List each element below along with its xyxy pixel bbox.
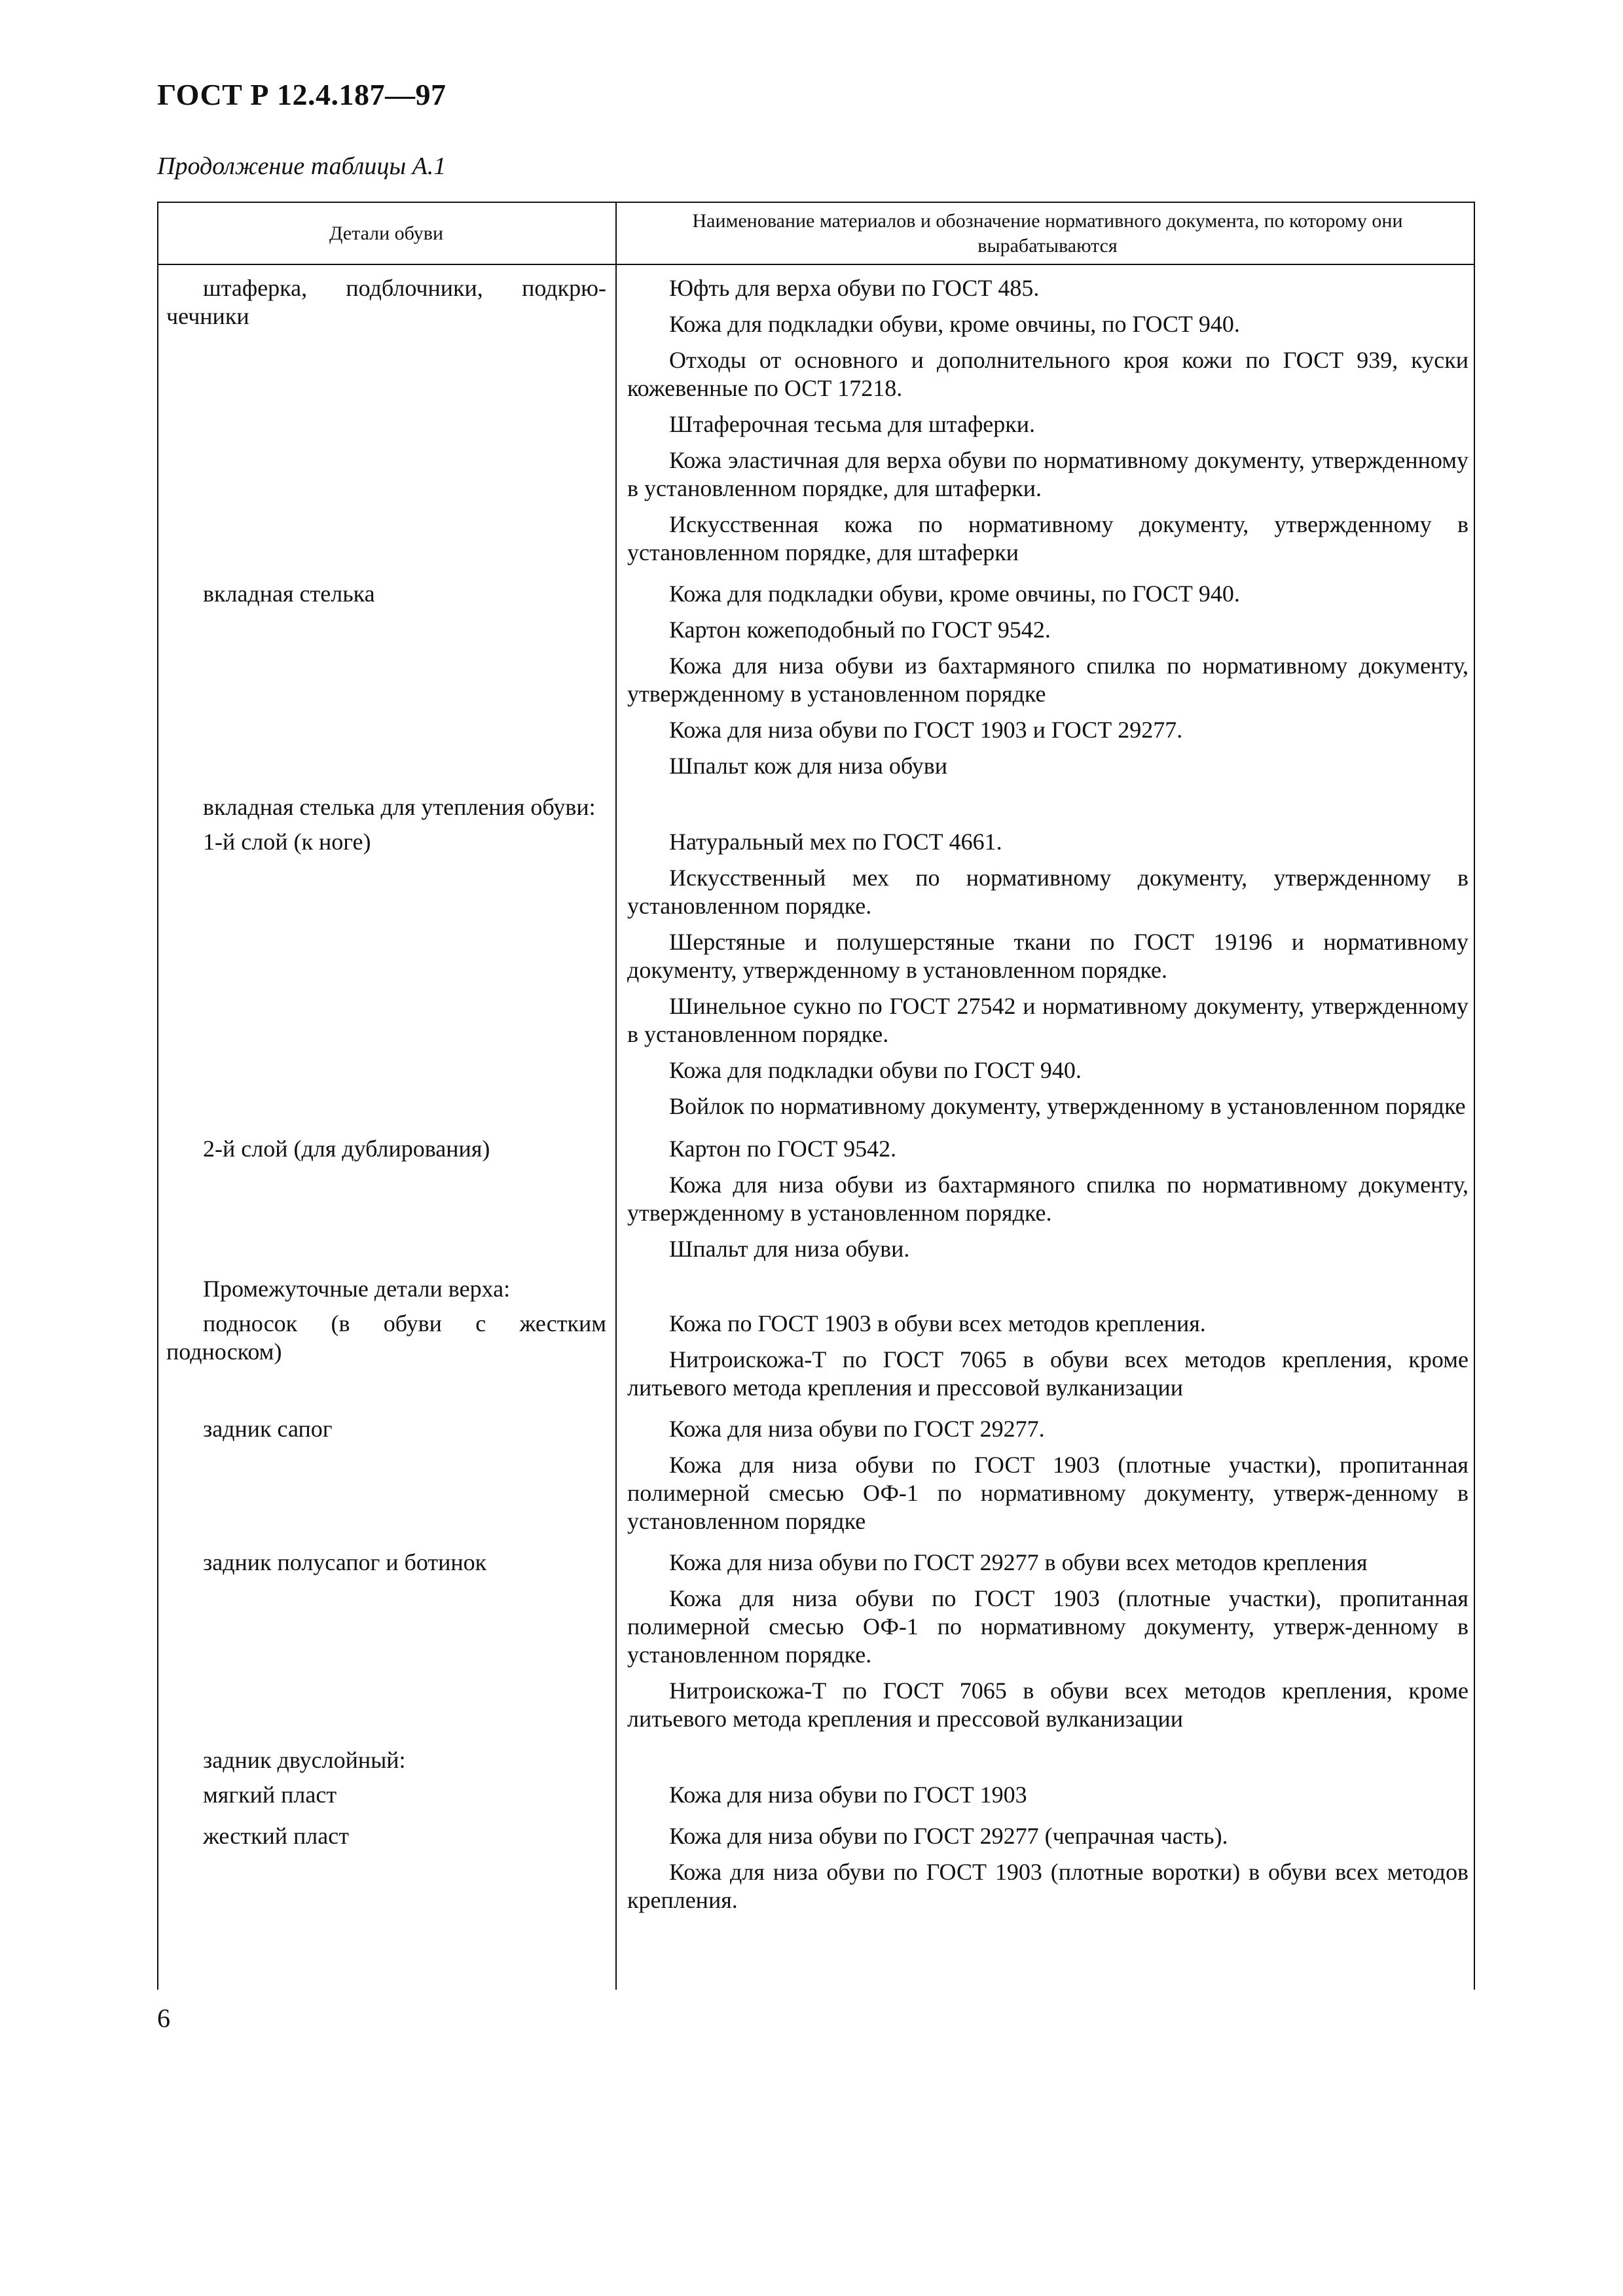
material-entry: Искусственный мех по нормативному документу, утвержденному в установленном порядке.: [627, 865, 1468, 919]
part-name: задник двуслойный:: [203, 1747, 406, 1773]
material-entry: Картон кожеподобный по ГОСТ 9542.: [669, 617, 1051, 643]
table-row: [157, 1128, 1475, 1271]
part-name-cell: [157, 1415, 615, 1543]
part-name-cell: [157, 1781, 615, 1817]
part-name: 2-й слой (для дублирования): [203, 1136, 490, 1162]
materials-cell: [615, 1135, 1475, 1271]
material-entry: Кожа для подкладки обуви по ГОСТ 940.: [669, 1057, 1082, 1083]
material-entry: Шпальт кож для низа обуви: [669, 753, 948, 779]
table-row: [157, 1410, 1475, 1543]
table-row: [157, 1543, 1475, 1741]
part-name-cell: [157, 1310, 615, 1410]
materials-cell: [615, 1275, 1475, 1303]
column-header-parts: Детали обуви: [329, 222, 444, 244]
part-name: вкладная стелька для утепления обуви:: [203, 794, 596, 820]
table-row: [157, 821, 1475, 1128]
materials-table: [157, 202, 1475, 1990]
material-entry: Шпальт для низа обуви.: [669, 1236, 910, 1262]
table-row: [157, 1303, 1475, 1410]
material-entry: Войлок по нормативному документу, утвержденному в установленном порядке: [669, 1093, 1466, 1119]
part-name-cell: [157, 1135, 615, 1271]
material-entry: Кожа для низа обуви по ГОСТ 1903 (плотные участки), пропитанная полимерной смесью ОФ-1 по нормативному документу, утверж-денному в установленном порядке.: [627, 1585, 1468, 1668]
material-entry: Кожа для низа обуви по ГОСТ 1903 (плотные воротки) в обуви всех методов крепления.: [627, 1859, 1468, 1913]
material-entry: Кожа для низа обуви по ГОСТ 1903 (плотные участки), пропитанная полимерной смесью ОФ-1 по нормативному документу, утверж-денному в установленном порядке: [627, 1452, 1468, 1534]
page-number: 6: [157, 2003, 170, 2033]
materials-cell: [615, 1781, 1475, 1817]
material-entry: Кожа по ГОСТ 1903 в обуви всех методов крепления.: [669, 1310, 1206, 1336]
material-entry: Кожа для подкладки обуви, кроме овчины, по ГОСТ 940.: [669, 311, 1240, 337]
table-caption: Продолжение таблицы А.1: [157, 152, 447, 180]
material-entry: Штаферочная тесьма для штаферки.: [669, 411, 1036, 437]
material-entry: Кожа для подкладки обуви, кроме овчины, по ГОСТ 940.: [669, 581, 1240, 607]
materials-cell: [615, 793, 1475, 821]
part-name: жесткий пласт: [203, 1823, 349, 1849]
table-row: [157, 265, 1475, 575]
part-name-cell: [157, 1549, 615, 1741]
part-name-cell: [157, 1822, 615, 1922]
material-entry: Кожа эластичная для верха обуви по нормативному документу, утвержденному в установленном порядке, для штаферки.: [627, 447, 1468, 501]
materials-cell: [615, 1549, 1475, 1741]
part-name: подносок (в обуви с жестким подноском): [166, 1310, 606, 1365]
materials-cell: [615, 1822, 1475, 1922]
materials-cell: [615, 274, 1475, 575]
part-name: 1-й слой (к ноге): [203, 829, 371, 855]
material-entry: Кожа для низа обуви по ГОСТ 29277 (чепрачная часть).: [669, 1823, 1228, 1849]
material-entry: Кожа для низа обуви из бахтармяного спилка по нормативному документу, утвержденному в установленном порядке: [627, 653, 1468, 707]
part-name-cell: [157, 1275, 615, 1303]
table-row: [157, 1271, 1475, 1303]
materials-cell: [615, 580, 1475, 788]
material-entry: Кожа для низа обуви по ГОСТ 1903: [669, 1782, 1027, 1808]
table-body: [157, 265, 1475, 1922]
materials-cell: [615, 1415, 1475, 1543]
material-entry: Отходы от основного и дополнительного кроя кожи по ГОСТ 939, куски кожевенные по ОСТ 17218.: [627, 347, 1468, 401]
material-entry: Нитроискожа-Т по ГОСТ 7065 в обуви всех методов крепления, кроме литьевого метода крепления и прессовой вулканизации: [627, 1677, 1468, 1732]
materials-cell: [615, 1746, 1475, 1774]
material-entry: Кожа для низа обуви по ГОСТ 29277.: [669, 1416, 1045, 1442]
material-entry: Картон по ГОСТ 9542.: [669, 1136, 897, 1162]
table-row: [157, 575, 1475, 788]
material-entry: Шинельное сукно по ГОСТ 27542 и нормативному документу, утвержденному в установленном порядке.: [627, 993, 1468, 1047]
part-name: штаферка, подблочники, подкрю-чечники: [166, 275, 606, 329]
table-header: [157, 203, 1475, 265]
material-entry: Нитроискожа-Т по ГОСТ 7065 в обуви всех методов крепления, кроме литьевого метода крепления и прессовой вулканизации: [627, 1346, 1468, 1401]
part-name-cell: [157, 580, 615, 788]
table-row: [157, 1741, 1475, 1774]
materials-cell: [615, 1310, 1475, 1410]
table-row: [157, 1774, 1475, 1817]
table-row: [157, 788, 1475, 821]
material-entry: Юфть для верха обуви по ГОСТ 485.: [669, 275, 1040, 301]
column-header-materials: Наименование материалов и обозначение нормативного документа, по которому они вырабатываются: [692, 209, 1403, 257]
part-name-cell: [157, 274, 615, 575]
material-entry: Кожа для низа обуви по ГОСТ 1903 и ГОСТ 29277.: [669, 717, 1183, 743]
document-header: ГОСТ Р 12.4.187—97: [157, 78, 447, 111]
part-name-cell: [157, 1746, 615, 1774]
part-name: Промежуточные детали верха:: [203, 1276, 511, 1302]
part-name-cell: [157, 793, 615, 821]
part-name: задник полусапог и ботинок: [203, 1549, 487, 1575]
material-entry: Кожа для низа обуви из бахтармяного спилка по нормативному документу, утвержденному в установленном порядке.: [627, 1172, 1468, 1226]
table-row: [157, 1817, 1475, 1922]
part-name: задник сапог: [203, 1416, 333, 1442]
material-entry: Кожа для низа обуви по ГОСТ 29277 в обуви всех методов крепления: [669, 1549, 1368, 1575]
material-entry: Шерстяные и полушерстяные ткани по ГОСТ 19196 и нормативному документу, утвержденному в установленном порядке.: [627, 929, 1468, 983]
part-name: мягкий пласт: [203, 1782, 337, 1808]
materials-cell: [615, 828, 1475, 1128]
material-entry: Натуральный мех по ГОСТ 4661.: [669, 829, 1002, 855]
part-name-cell: [157, 828, 615, 1128]
part-name: вкладная стелька: [203, 581, 375, 607]
material-entry: Искусственная кожа по нормативному документу, утвержденному в установленном порядке, для штаферки: [627, 511, 1468, 565]
